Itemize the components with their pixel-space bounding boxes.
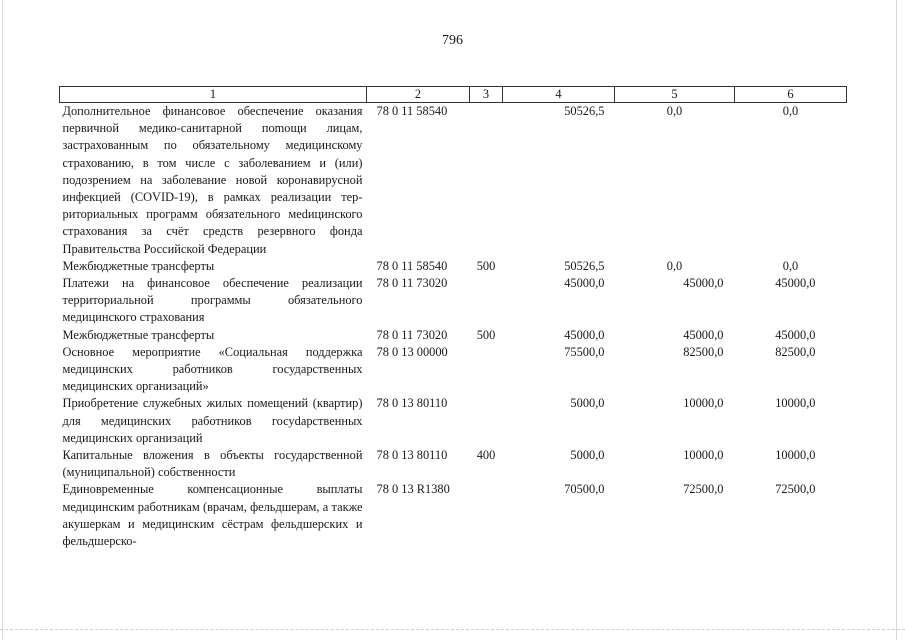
column-header-2: 2 <box>367 87 470 103</box>
row-description: Единовременные компенсационные выплаты медицинским работникам (врачам, фельдшерам, а также акушеркам и медицинским сёстрам фельдшерских и фельдшерско- <box>62 482 363 549</box>
row-amount-year-2: 10000,0 <box>683 448 724 463</box>
table-row <box>60 103 847 258</box>
scan-left-edge <box>2 0 3 640</box>
row-description: Платежи на финансовое обеспечение реализации территориальной программы обязательного медицинского страхования <box>62 276 363 325</box>
row-expense-type: 500 <box>476 258 496 273</box>
row-description: Основное мероприятие «Социальная поддержка медицинских работников государственных медицинских организаций» <box>62 344 363 394</box>
row-amount-year-2: 45000,0 <box>683 327 724 342</box>
row-expense-type <box>470 344 503 396</box>
row-amount-year-3: 45000,0 <box>775 327 816 342</box>
column-header-3: 3 <box>470 87 503 103</box>
scan-bottom-edge <box>0 629 905 630</box>
row-description: Дополнительное финансовое обеспечение оказания первичной медико-санитарной поmощи лицам, застрахованным по обязательному медицинскому страхованию, в том числе с заболеванием и (или) подозрением на заболевание новой коронавирусной инфекцией (COVID-19), в рамках реализации территориальных программ обязательного меdицинского страхования за счёт средств резервного фонда Правительства Российской Федерации <box>62 104 363 256</box>
row-target-code: 78 0 13 R1380 <box>376 482 450 497</box>
row-amount-year-1: 70500,0 <box>564 482 605 497</box>
row-description: Межбюджетные трансферты <box>62 327 215 342</box>
row-expense-type <box>470 103 503 258</box>
row-target-code: 78 0 11 58540 <box>376 258 448 273</box>
table-row <box>60 447 847 481</box>
row-amount-year-2: 45000,0 <box>683 276 724 291</box>
table-header-row <box>60 87 847 103</box>
row-amount-year-1: 50526,5 <box>564 104 605 118</box>
row-amount-year-3: 0,0 <box>782 258 799 273</box>
column-header-6: 6 <box>735 87 847 103</box>
row-amount-year-1: 75500,0 <box>564 344 605 359</box>
row-amount-year-2: 0,0 <box>666 104 683 118</box>
row-expense-type <box>470 275 503 327</box>
column-header-5: 5 <box>615 87 735 103</box>
row-amount-year-2: 10000,0 <box>683 396 724 411</box>
row-expense-type <box>470 481 503 550</box>
row-target-code: 78 0 11 73020 <box>376 276 448 291</box>
row-target-code: 78 0 13 00000 <box>376 344 448 359</box>
row-amount-year-3: 82500,0 <box>775 344 816 359</box>
row-target-code: 78 0 13 80110 <box>376 448 448 463</box>
row-amount-year-1: 5000,0 <box>570 396 605 411</box>
row-expense-type: 400 <box>476 448 496 463</box>
scan-right-edge <box>896 0 897 640</box>
row-amount-year-1: 45000,0 <box>564 327 605 342</box>
column-header-1: 1 <box>60 87 367 103</box>
table-row <box>60 275 847 327</box>
table-row <box>60 395 847 447</box>
row-description: Капитальные вложения в объекты государственной (муниципальной) собственности <box>62 448 363 480</box>
row-amount-year-3: 10000,0 <box>775 448 816 463</box>
row-amount-year-3: 10000,0 <box>775 396 816 411</box>
row-target-code: 78 0 11 58540 <box>376 104 448 118</box>
row-expense-type <box>470 395 503 447</box>
column-header-4: 4 <box>503 87 615 103</box>
row-target-code: 78 0 11 73020 <box>376 327 448 342</box>
row-amount-year-2: 72500,0 <box>683 482 724 497</box>
table-row <box>60 327 847 344</box>
row-amount-year-1: 45000,0 <box>564 276 605 291</box>
row-description: Приобретение служебных жилых помещений (квартир) для медицинских работников госуdарственных медицинских организаций <box>62 396 363 445</box>
budget-table <box>59 86 847 550</box>
row-amount-year-1: 50526,5 <box>564 258 605 273</box>
table-row <box>60 344 847 396</box>
row-amount-year-2: 0,0 <box>666 258 683 273</box>
row-amount-year-1: 5000,0 <box>570 448 605 463</box>
row-target-code: 78 0 13 80110 <box>376 396 448 411</box>
row-amount-year-2: 82500,0 <box>683 344 724 359</box>
page-number: 796 <box>442 33 463 48</box>
row-expense-type: 500 <box>476 327 496 342</box>
row-amount-year-3: 0,0 <box>782 104 799 118</box>
row-amount-year-3: 72500,0 <box>775 482 816 497</box>
table-row <box>60 481 847 550</box>
row-amount-year-3: 45000,0 <box>775 276 816 291</box>
row-description: Межбюджетные трансферты <box>62 258 215 273</box>
table-row <box>60 258 847 275</box>
